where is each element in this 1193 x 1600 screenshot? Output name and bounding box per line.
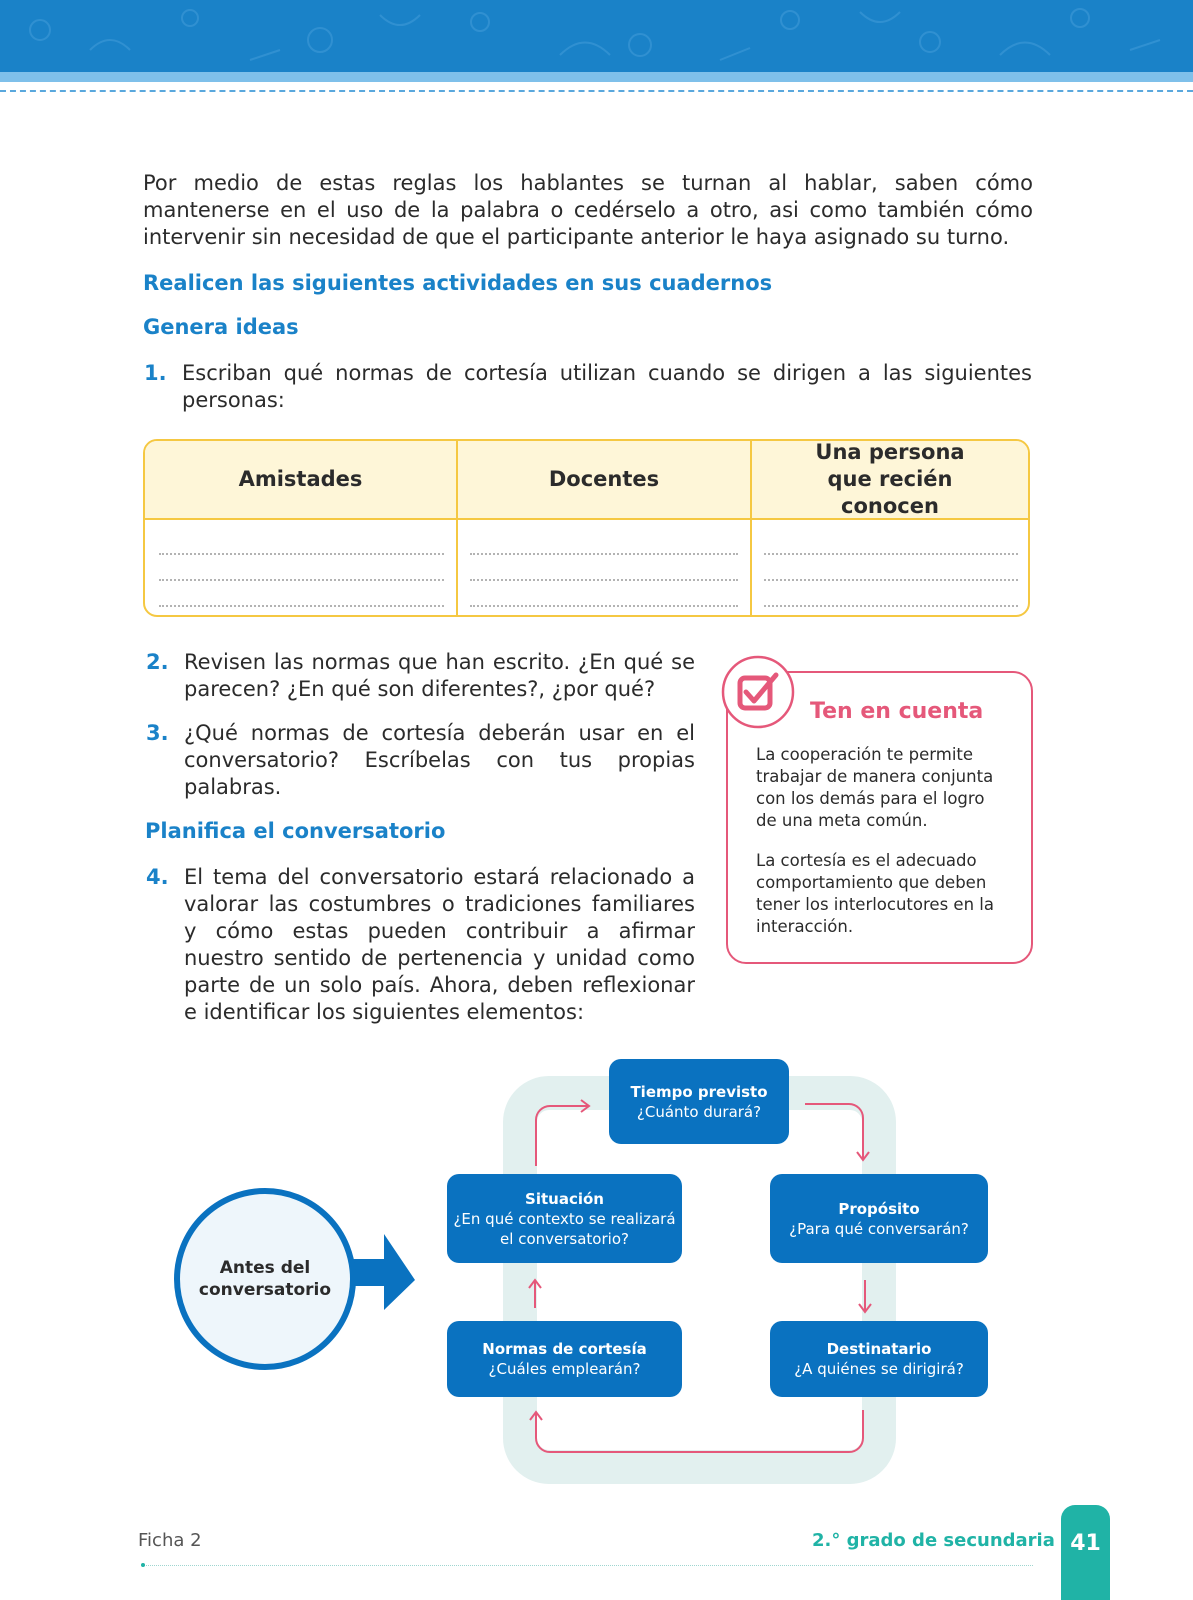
activities-heading: Realicen las siguientes actividades en sus cuadernos [143, 271, 773, 295]
tip-paragraph-2: La cortesía es el adecuado comportamiento que deben tener los interlocutores en la interacción. [756, 851, 994, 936]
item-text: ¿Qué normas de cortesía deberán usar en el conversatorio? Escríbelas con tus propias palabras. [184, 721, 695, 799]
flow-box-title: Propósito [838, 1199, 920, 1218]
footer-dot [141, 1563, 145, 1567]
item-number: 4. [146, 865, 169, 889]
flow-box-title: Situación [525, 1189, 604, 1208]
flow-box-title: Tiempo previsto [630, 1082, 768, 1101]
flow-box-normas [447, 1321, 682, 1397]
intro-paragraph: Por medio de estas reglas los hablantes se turnan al hablar, saben cómo mantenerse en el uso de la palabra o cedérselo a otro, asi como también cómo intervenir sin necesidad de que el participante anterior le haya asignado su turno. [143, 171, 1033, 249]
col-header-persona: Una persona que recién conocen [815, 440, 965, 518]
footer-grade: 2.° grado de secundaria [812, 1530, 1055, 1551]
tip-paragraph-1: La cooperación te permite trabajar de manera conjunta con los demás para el logro de una meta común. [756, 745, 994, 830]
page-number: 41 [1061, 1505, 1110, 1600]
flow-box-title: Normas de cortesía [482, 1340, 647, 1358]
item-number: 2. [146, 650, 169, 674]
item-number: 1. [144, 361, 167, 385]
footer-divider [143, 1565, 1033, 1566]
genera-heading: Genera ideas [143, 315, 299, 339]
flow-box-proposito [770, 1174, 988, 1263]
flow-box-situacion [447, 1174, 682, 1263]
flow-box-question: ¿Cuánto durará? [636, 1102, 762, 1121]
flow-box-destinatario [770, 1321, 988, 1397]
flow-box-tiempo [609, 1059, 789, 1144]
col-header-docentes: Docentes [548, 467, 660, 491]
flow-box-question: ¿Para qué conversarán? [789, 1219, 969, 1238]
flow-box-title: Destinatario [826, 1340, 932, 1358]
col-header-amistades: Amistades [238, 467, 363, 491]
tip-title: Ten en cuenta [810, 699, 984, 724]
flow-box-question: ¿A quiénes se dirigirá? [794, 1360, 964, 1378]
center-circle: Antes del conversatorio [174, 1188, 356, 1370]
item-number: 3. [146, 721, 169, 745]
flow-box-question: ¿Cuáles emplearán? [488, 1360, 641, 1378]
item-text: Revisen las normas que han escrito. ¿En qué se parecen? ¿En qué son diferentes?, ¿por qué? [184, 650, 695, 701]
footer-ficha: Ficha 2 [138, 1530, 202, 1551]
planifica-heading: Planifica el conversatorio [145, 819, 446, 843]
flow-box-question: ¿En qué contexto se realizará el conversatorio? [453, 1209, 676, 1248]
item-text: Escriban qué normas de cortesía utilizan cuando se dirigen a las siguientes personas: [182, 361, 1032, 412]
item-text: El tema del conversatorio estará relacionado a valorar las costumbres o tradiciones familiares y cómo estas pueden contribuir a afirmar nuestro sentido de pertenencia y unidad como parte de un solo país. Ahora, deben reflexionar e identificar los siguientes elementos: [184, 865, 695, 1024]
